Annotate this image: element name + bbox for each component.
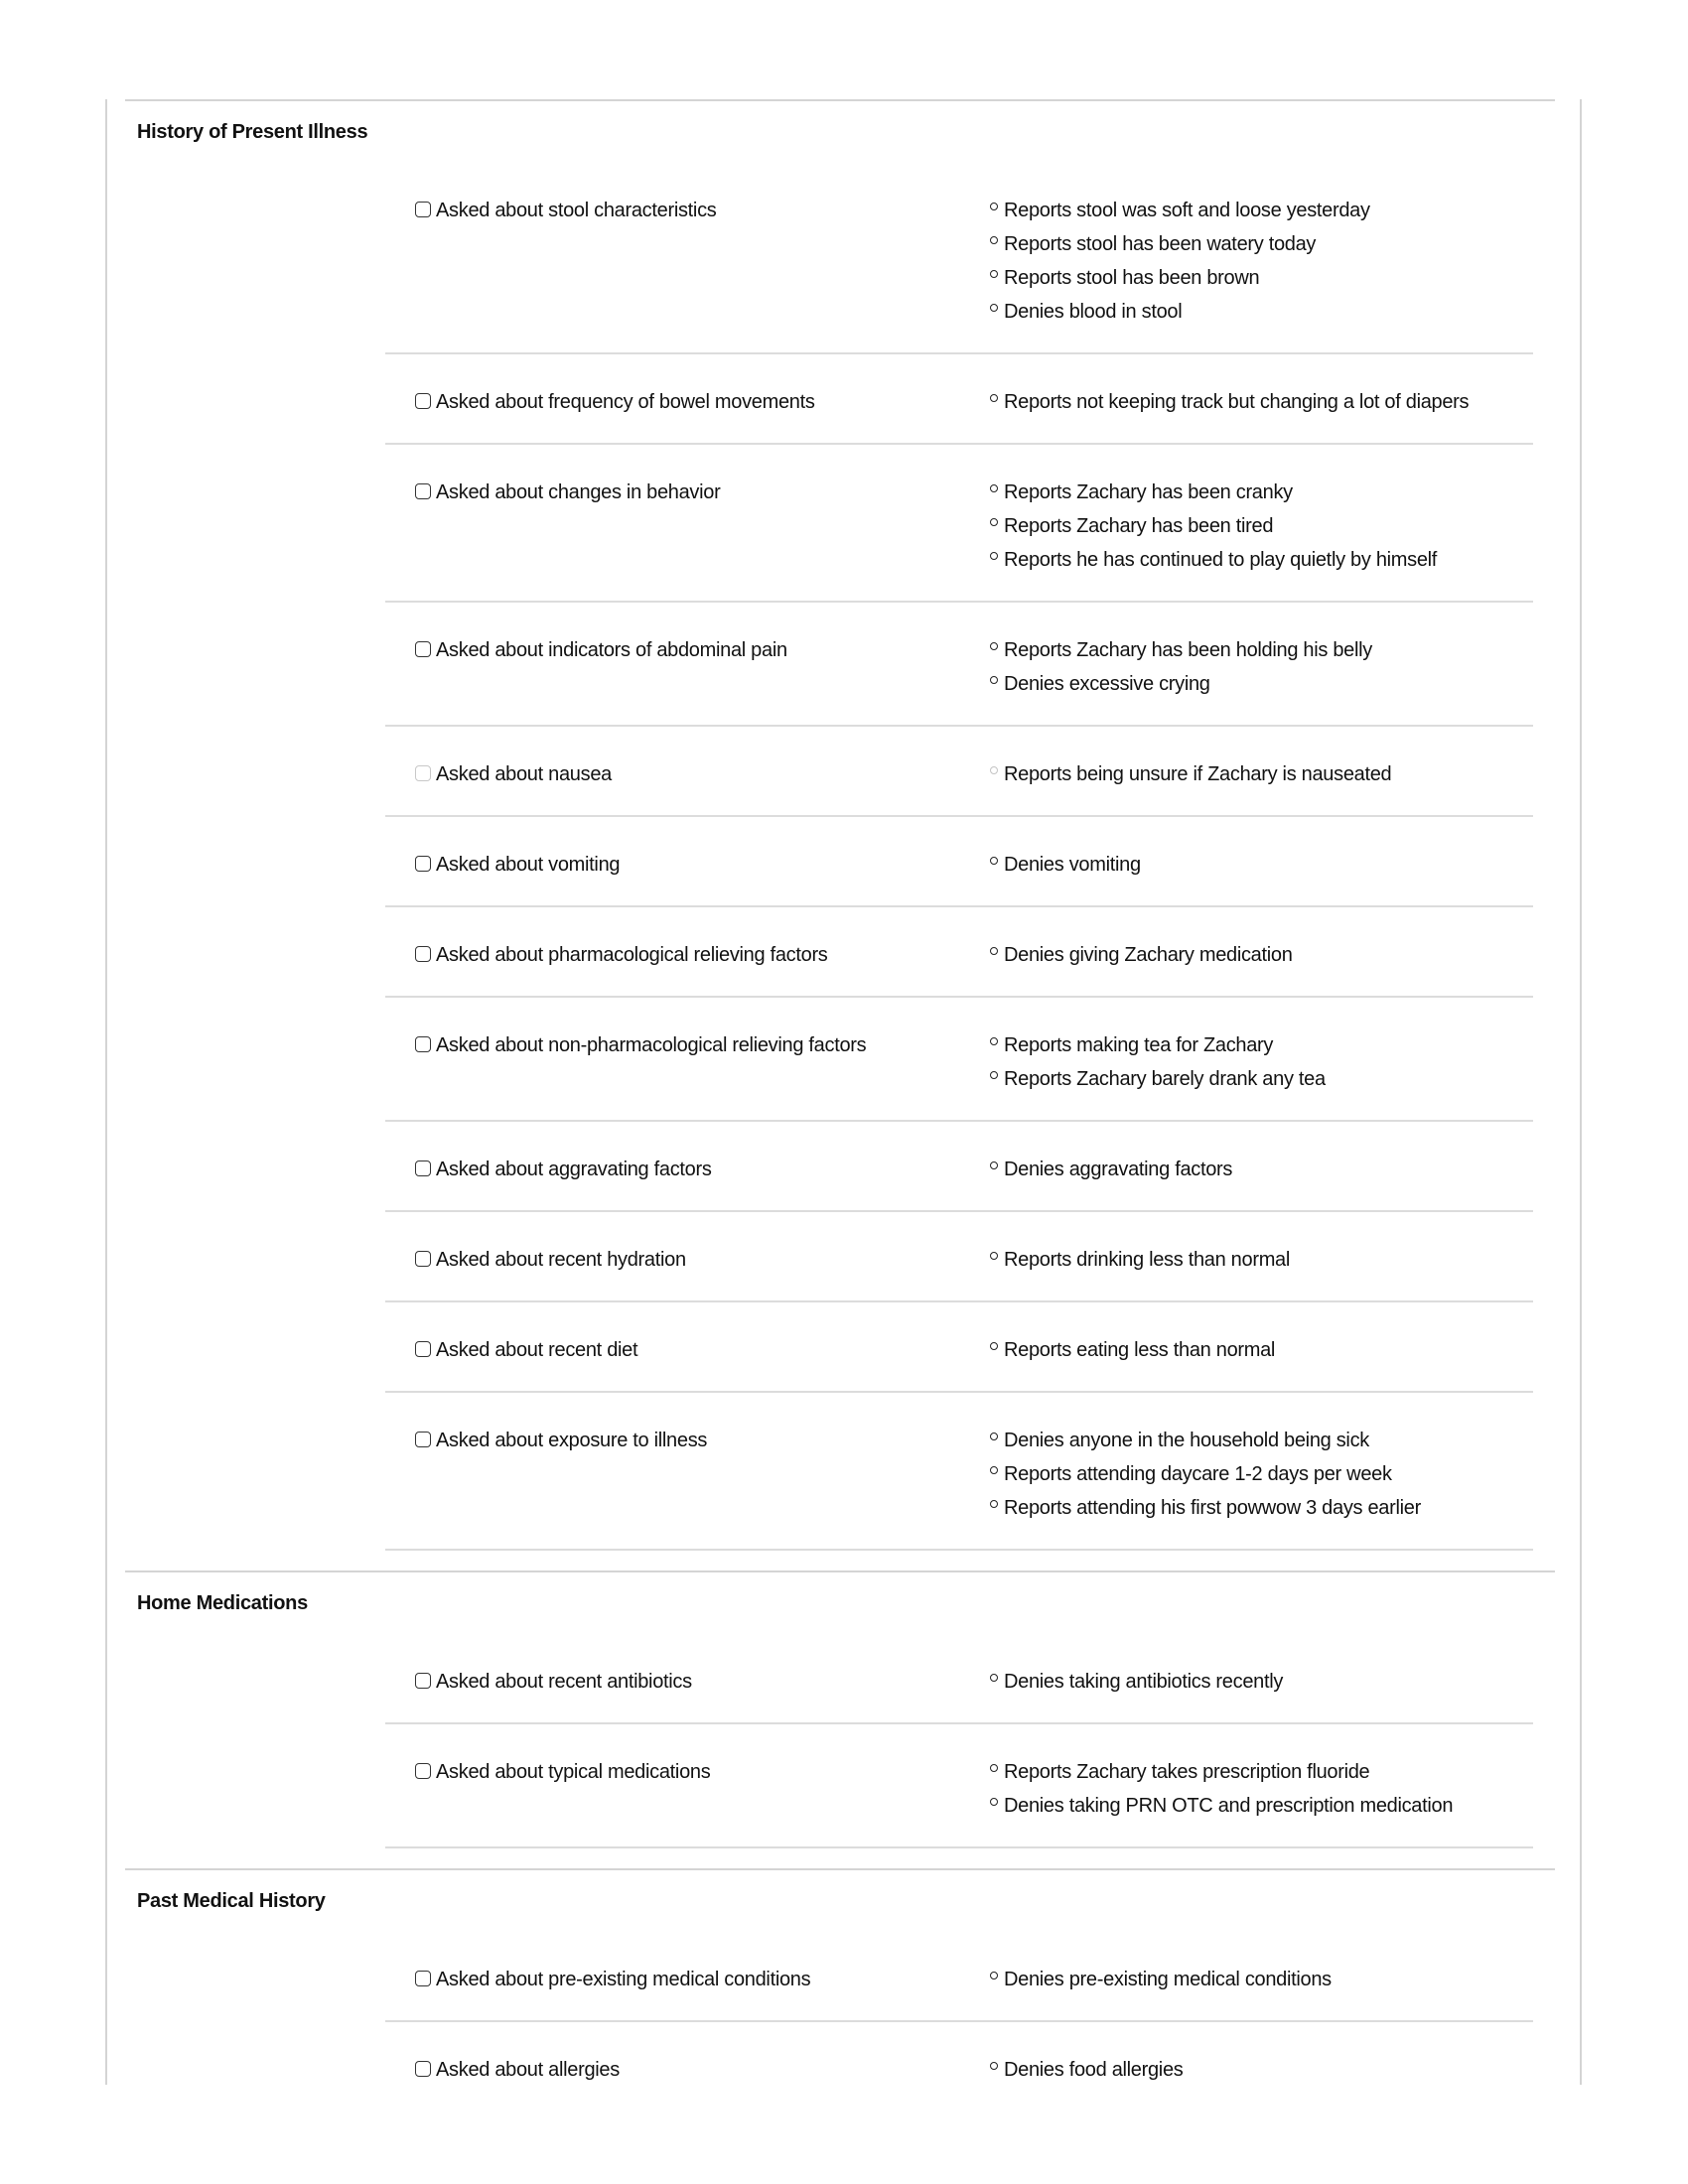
- answer-text: Reports stool has been brown: [1004, 267, 1260, 289]
- circle-bullet-icon: [990, 1037, 998, 1045]
- circle-bullet-icon: [990, 236, 998, 244]
- answer-text: Denies taking PRN OTC and prescription medication: [1004, 1795, 1454, 1817]
- circle-bullet-icon: [990, 484, 998, 492]
- answer-item: [990, 2053, 1533, 2085]
- answer-text: Reports he has continued to play quietly by himself: [1004, 549, 1438, 571]
- answer-item: [990, 848, 1533, 882]
- question-cell: [385, 385, 985, 419]
- answer-text: Reports stool has been watery today: [1004, 233, 1317, 255]
- checklist-row: [385, 1634, 1533, 1724]
- checkbox-icon[interactable]: [415, 1673, 431, 1689]
- circle-bullet-icon: [990, 947, 998, 955]
- circle-bullet-icon: [990, 1674, 998, 1682]
- checkbox-icon[interactable]: [415, 202, 431, 217]
- answer-item: [990, 1424, 1533, 1457]
- answer-item: [990, 476, 1533, 509]
- answer-item: [990, 543, 1533, 577]
- circle-bullet-icon: [990, 857, 998, 865]
- circle-bullet-icon: [990, 552, 998, 560]
- question-label: Asked about indicators of abdominal pain: [436, 639, 787, 661]
- circle-bullet-icon: [990, 676, 998, 684]
- answer-item: [990, 667, 1533, 701]
- checklist-row: [385, 1302, 1533, 1393]
- answer-list: [985, 1153, 1533, 1186]
- circle-bullet-icon: [990, 1466, 998, 1474]
- answer-list: [985, 194, 1533, 329]
- answer-item: [990, 227, 1533, 261]
- answer-item: [990, 1457, 1533, 1491]
- circle-bullet-icon: [990, 1161, 998, 1169]
- section-rows: [385, 163, 1533, 1551]
- question-cell: [385, 848, 985, 882]
- answer-text: Denies giving Zachary medication: [1004, 944, 1293, 966]
- circle-bullet-icon: [990, 1798, 998, 1806]
- checklist-row: [385, 727, 1533, 817]
- question-label: Asked about recent hydration: [436, 1249, 686, 1271]
- answer-item: [990, 385, 1533, 419]
- answer-text: Reports Zachary takes prescription fluoride: [1004, 1761, 1370, 1783]
- answer-list: [985, 938, 1533, 972]
- answer-text: Denies pre-existing medical conditions: [1004, 1969, 1332, 1990]
- section-past-medical-history: [125, 1868, 1555, 2085]
- circle-bullet-icon: [990, 270, 998, 278]
- answer-item: [990, 1243, 1533, 1277]
- checkbox-icon[interactable]: [415, 1036, 431, 1052]
- checkbox-icon[interactable]: [415, 1763, 431, 1779]
- answer-text: Denies taking antibiotics recently: [1004, 1671, 1284, 1693]
- answer-item: [990, 1755, 1533, 1789]
- answer-item: [990, 1963, 1533, 1996]
- answer-text: Denies excessive crying: [1004, 673, 1210, 695]
- answer-text: Reports Zachary has been tired: [1004, 515, 1274, 537]
- question-label: Asked about allergies: [436, 2059, 620, 2081]
- answer-item: [990, 261, 1533, 295]
- question-cell: [385, 1665, 985, 1699]
- circle-bullet-icon: [990, 1433, 998, 1440]
- circle-bullet-icon: [990, 394, 998, 402]
- checklist-row: [385, 1393, 1533, 1551]
- answer-list: [985, 1333, 1533, 1367]
- checkbox-icon[interactable]: [415, 856, 431, 872]
- checklist-row: [385, 603, 1533, 727]
- question-label: Asked about non-pharmacological relieving factors: [436, 1034, 867, 1056]
- checklist-row: [385, 445, 1533, 603]
- question-cell: [385, 1243, 985, 1277]
- checkbox-icon[interactable]: [415, 1341, 431, 1357]
- circle-bullet-icon: [990, 1252, 998, 1260]
- question-cell: [385, 1028, 985, 1096]
- question-cell: [385, 633, 985, 701]
- answer-list: [985, 757, 1533, 791]
- answer-text: Denies aggravating factors: [1004, 1159, 1233, 1180]
- checklist-row: [385, 998, 1533, 1122]
- answer-item: [990, 509, 1533, 543]
- question-cell: [385, 1755, 985, 1823]
- circle-bullet-icon: [990, 1500, 998, 1508]
- circle-bullet-icon: [990, 1972, 998, 1979]
- checkbox-icon[interactable]: [415, 1432, 431, 1447]
- checklist-row: [385, 817, 1533, 907]
- answer-item: [990, 757, 1533, 791]
- answer-item: [990, 295, 1533, 329]
- checklist-row: [385, 2022, 1533, 2085]
- question-label: Asked about recent antibiotics: [436, 1671, 692, 1693]
- answer-text: Reports attending his first powwow 3 days earlier: [1004, 1497, 1421, 1519]
- answer-list: [985, 2053, 1533, 2085]
- question-label: Asked about vomiting: [436, 854, 621, 876]
- answer-item: [990, 1028, 1533, 1062]
- answer-list: [985, 1243, 1533, 1277]
- section-title: History of Present Illness: [137, 121, 368, 143]
- question-cell: [385, 1153, 985, 1186]
- answer-item: [990, 1665, 1533, 1699]
- answer-list: [985, 476, 1533, 577]
- circle-bullet-icon: [990, 1342, 998, 1350]
- section-home-medications: [125, 1570, 1555, 1868]
- section-title: Past Medical History: [137, 1890, 326, 1912]
- section-title: Home Medications: [137, 1592, 308, 1614]
- question-label: Asked about pre-existing medical conditions: [436, 1969, 811, 1990]
- answer-item: [990, 633, 1533, 667]
- question-label: Asked about typical medications: [436, 1761, 711, 1783]
- circle-bullet-icon: [990, 1764, 998, 1772]
- question-label: Asked about recent diet: [436, 1339, 638, 1361]
- checkbox-icon[interactable]: [415, 393, 431, 409]
- answer-text: Denies blood in stool: [1004, 301, 1183, 323]
- checkbox-icon[interactable]: [415, 483, 431, 499]
- checkbox-icon[interactable]: [415, 1160, 431, 1176]
- answer-text: Denies vomiting: [1004, 854, 1141, 876]
- checklist-row: [385, 1932, 1533, 2022]
- checklist-row: [385, 1724, 1533, 1848]
- checklist-frame: [105, 99, 1582, 2085]
- answer-list: [985, 1755, 1533, 1823]
- question-label: Asked about exposure to illness: [436, 1430, 708, 1451]
- checkbox-icon[interactable]: [415, 2061, 431, 2077]
- question-cell: [385, 757, 985, 791]
- answer-text: Denies food allergies: [1004, 2059, 1184, 2081]
- circle-bullet-icon: [990, 1071, 998, 1079]
- answer-text: Reports Zachary has been cranky: [1004, 481, 1293, 503]
- circle-bullet-icon: [990, 518, 998, 526]
- question-cell: [385, 938, 985, 972]
- checklist-row: [385, 163, 1533, 354]
- answer-item: [990, 1491, 1533, 1525]
- question-cell: [385, 476, 985, 577]
- answer-text: Reports making tea for Zachary: [1004, 1034, 1274, 1056]
- checklist-row: [385, 907, 1533, 998]
- answer-item: [990, 1062, 1533, 1096]
- question-cell: [385, 2053, 985, 2085]
- section-history-of-present-illness: [125, 99, 1555, 1570]
- answer-list: [985, 385, 1533, 419]
- checkbox-icon[interactable]: [415, 641, 431, 657]
- answer-item: [990, 1153, 1533, 1186]
- circle-bullet-icon: [990, 2062, 998, 2070]
- answer-text: Reports eating less than normal: [1004, 1339, 1276, 1361]
- question-label: Asked about nausea: [436, 763, 612, 785]
- answer-text: Reports Zachary has been holding his belly: [1004, 639, 1372, 661]
- answer-item: [990, 938, 1533, 972]
- circle-bullet-icon: [990, 304, 998, 312]
- checkbox-icon[interactable]: [415, 765, 431, 781]
- question-label: Asked about stool characteristics: [436, 200, 717, 221]
- answer-text: Reports attending daycare 1-2 days per week: [1004, 1463, 1392, 1485]
- question-cell: [385, 1333, 985, 1367]
- answer-list: [985, 1963, 1533, 1996]
- checkbox-icon[interactable]: [415, 1971, 431, 1986]
- checklist-row: [385, 1212, 1533, 1302]
- answer-text: Reports stool was soft and loose yesterday: [1004, 200, 1370, 221]
- checklist-row: [385, 1122, 1533, 1212]
- question-cell: [385, 1963, 985, 1996]
- answer-list: [985, 1028, 1533, 1096]
- answer-text: Reports Zachary barely drank any tea: [1004, 1068, 1326, 1090]
- answer-text: Reports not keeping track but changing a lot of diapers: [1004, 391, 1470, 413]
- question-label: Asked about aggravating factors: [436, 1159, 712, 1180]
- answer-text: Denies anyone in the household being sick: [1004, 1430, 1369, 1451]
- question-label: Asked about frequency of bowel movements: [436, 391, 815, 413]
- circle-bullet-icon: [990, 203, 998, 210]
- answer-text: Reports being unsure if Zachary is nauseated: [1004, 763, 1392, 785]
- checkbox-icon[interactable]: [415, 946, 431, 962]
- answer-item: [990, 194, 1533, 227]
- question-cell: [385, 194, 985, 329]
- question-label: Asked about pharmacological relieving factors: [436, 944, 828, 966]
- question-cell: [385, 1424, 985, 1525]
- section-rows: [385, 1932, 1533, 2085]
- answer-list: [985, 1665, 1533, 1699]
- answer-list: [985, 633, 1533, 701]
- checkbox-icon[interactable]: [415, 1251, 431, 1267]
- answer-list: [985, 848, 1533, 882]
- checklist-row: [385, 354, 1533, 445]
- answer-item: [990, 1789, 1533, 1823]
- circle-bullet-icon: [990, 766, 998, 774]
- circle-bullet-icon: [990, 642, 998, 650]
- answer-text: Reports drinking less than normal: [1004, 1249, 1291, 1271]
- question-label: Asked about changes in behavior: [436, 481, 721, 503]
- answer-item: [990, 1333, 1533, 1367]
- section-rows: [385, 1634, 1533, 1848]
- answer-list: [985, 1424, 1533, 1525]
